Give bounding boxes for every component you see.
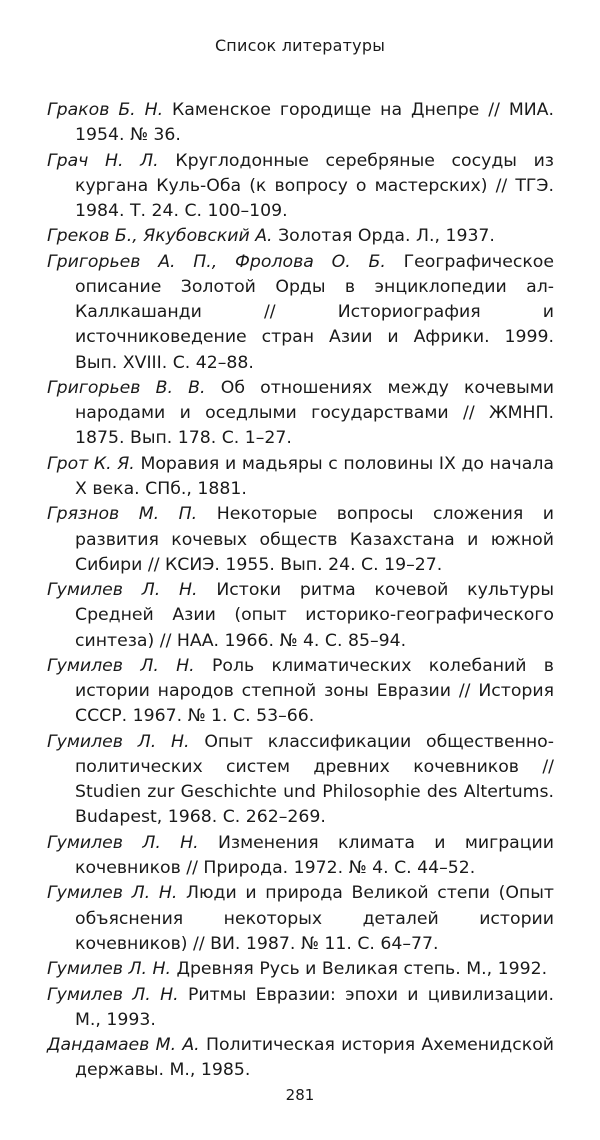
entry-text: Люди и природа Великой степи (Опыт объяснения некоторых деталей истории кочевников) // ВИ. 1987. № 11. С. 64–77. <box>75 883 554 954</box>
entry-text: Ритмы Евразии: эпохи и цивилизации. М., 1993. <box>75 984 554 1030</box>
entry-author: Григорьев А. П., Фролова О. Б. <box>47 251 386 272</box>
bibliography-entry <box>47 250 554 376</box>
entry-text: Изменения климата и миграции кочевников // Природа. 1972. № 4. С. 44–52. <box>75 832 554 878</box>
entry-author: Гумилев Л. Н. <box>47 655 195 676</box>
entry-author: Гумилев Л. Н. <box>47 731 190 752</box>
bibliography-entry <box>47 578 554 654</box>
bibliography-entry <box>47 881 554 957</box>
entry-author: Гумилев Л. Н. <box>47 984 179 1005</box>
entry-text: Моравия и мадьяры с половины IX до начала X века. СПб., 1881. <box>75 453 554 499</box>
entry-text: Географическое описание Золотой Орды в энциклопедии ал-Каллкашанди // Историография и источниковедение стран Азии и Африки. 1999. Вып. XVIII. С. 42–88. <box>75 251 554 373</box>
entry-author: Греков Б., Якубовский А. <box>47 226 273 247</box>
entry-author: Дандамаев М. А. <box>47 1035 200 1056</box>
page-number: 281 <box>285 1086 315 1104</box>
entry-author: Григорьев В. В. <box>47 377 206 398</box>
bibliography-entry <box>47 149 554 225</box>
bibliography-entry <box>47 831 554 881</box>
running-header: Список литературы <box>214 36 386 55</box>
entry-author: Гумилев Л. Н. <box>47 580 198 601</box>
bibliography-list <box>47 98 554 1084</box>
entry-author: Граков Б. Н. <box>47 100 164 120</box>
bibliography-entry <box>47 376 554 452</box>
bibliography-entry <box>47 654 554 730</box>
bibliography-entry <box>47 730 554 831</box>
entry-author: Гумилев Л. Н. <box>47 832 199 853</box>
entry-author: Грязнов М. П. <box>47 504 198 525</box>
entry-text: Золотая Орда. Л., 1937. <box>278 226 495 247</box>
entry-text: Каменское городище на Днепре // МИА. 1954. № 36. <box>75 100 554 146</box>
bibliography-entry <box>47 224 554 249</box>
bibliography-entry <box>47 502 554 578</box>
entry-text: Политическая история Ахеменидской державы. М., 1985. <box>75 1035 554 1081</box>
bibliography-entry <box>47 1033 554 1083</box>
bibliography-entry <box>47 452 554 502</box>
bibliography-entry <box>47 98 554 148</box>
bibliography-entry <box>47 983 554 1033</box>
entry-text: Древняя Русь и Великая степь. М., 1992. <box>176 959 548 980</box>
entry-text: Круглодонные серебряные сосуды из кургана Куль-Оба (к вопросу о мастерских) // ТГЭ. 1984. Т. 24. С. 100–109. <box>75 150 554 221</box>
entry-author: Грач Н. Л. <box>47 150 159 171</box>
entry-text: Об отношениях между кочевыми народами и оседлыми государствами // ЖМНП. 1875. Вып. 178. С. 1–27. <box>75 377 554 449</box>
entry-author: Грот К. Я. <box>47 453 135 474</box>
bibliography-entry <box>47 957 554 982</box>
entry-text: Некоторые вопросы сложения и развития кочевых обществ Казахстана и южной Сибири // КСИЭ. 1955. Вып. 24. С. 19–27. <box>75 504 554 575</box>
entry-text: Роль климатических колебаний в истории народов степной зоны Евразии // История СССР. 1967. № 1. С. 53–66. <box>75 655 554 727</box>
entry-text: Опыт классификации общественно-политических систем древних кочевников // Studien zur Geschichte und Philosophie des Altertums. Budapest, 1968. С. 262–269. <box>75 731 554 828</box>
entry-text: Истоки ритма кочевой культуры Средней Азии (опыт историко-географического синтеза) // НАА. 1966. № 4. С. 85–94. <box>75 580 554 651</box>
entry-author: Гумилев Л. Н. <box>47 959 171 980</box>
entry-author: Гумилев Л. Н. <box>47 883 178 904</box>
